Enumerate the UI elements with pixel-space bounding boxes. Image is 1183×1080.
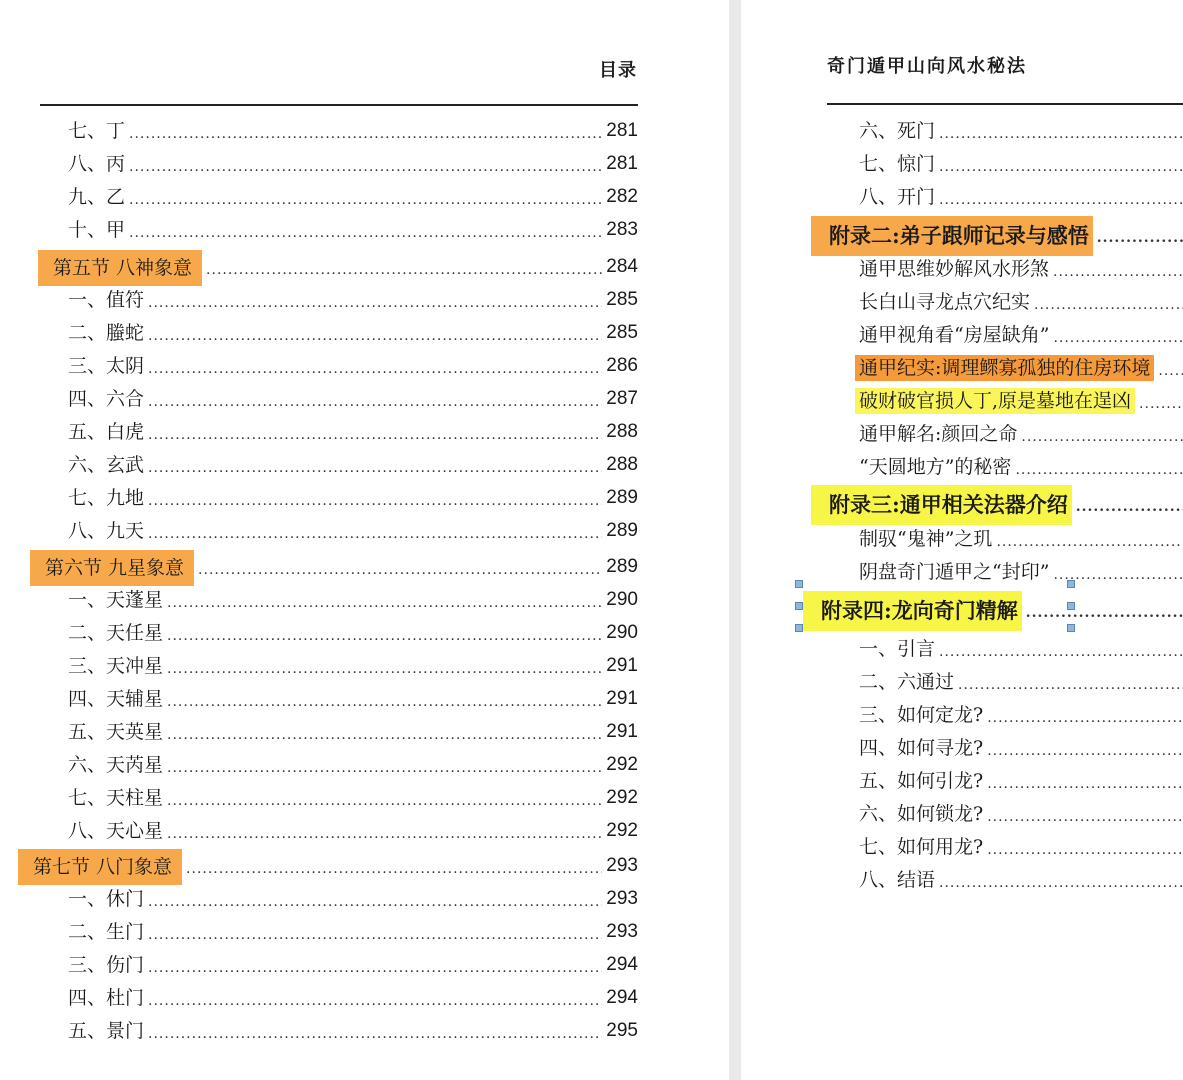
dot-leader [148, 359, 602, 379]
toc-entry-highlighted [855, 355, 1183, 381]
dot-leader [939, 124, 1183, 144]
toc-page-number: 292 [606, 820, 638, 841]
toc-entry-label: 通甲视角看“房屋缺角” [859, 324, 1050, 346]
toc-entry [859, 636, 1183, 662]
dot-leader [939, 873, 1183, 893]
toc-page-number: 281 [606, 153, 638, 174]
dot-leader [148, 458, 602, 478]
toc-entry [68, 151, 638, 177]
toc-entry-label: 二、螣蛇 [68, 322, 145, 344]
left-header-rule [40, 104, 638, 106]
toc-entry-label: 二、天任星 [68, 622, 164, 644]
toc-entry-label: 四、天辅星 [68, 688, 164, 710]
toc-entry-label: 七、天柱星 [68, 787, 164, 809]
dot-leader [167, 725, 602, 745]
toc-entry-label: 一、值符 [68, 289, 145, 311]
toc-entry-label: 三、伤门 [68, 954, 145, 976]
dot-leader [987, 774, 1183, 794]
toc-entry [68, 419, 638, 445]
toc-entry-label: 十、甲 [68, 219, 126, 241]
toc-page-number: 290 [606, 589, 638, 610]
dot-leader [148, 293, 602, 313]
toc-entry [859, 256, 1183, 282]
toc-entry [859, 669, 1183, 695]
toc-entry [68, 452, 638, 478]
toc-page-number: 292 [606, 787, 638, 808]
dot-leader [148, 925, 602, 945]
dot-leader [167, 791, 602, 811]
toc-entry [859, 702, 1183, 728]
toc-section-heading [30, 554, 638, 580]
toc-entry-label: 四、六合 [68, 388, 145, 410]
toc-entry-label: 六、天芮星 [68, 754, 164, 776]
toc-appendix-heading [803, 597, 1183, 623]
toc-entry-label: 五、天英星 [68, 721, 164, 743]
toc-entry-label: 五、白虎 [68, 421, 145, 443]
toc-entry [68, 719, 638, 745]
toc-entry [68, 985, 638, 1011]
toc-entry-label: 八、九天 [68, 520, 145, 542]
toc-entry [68, 118, 638, 144]
toc-appendix-label: 附录二:弟子跟师记录与感悟 [811, 216, 1093, 256]
toc-page-number: 291 [606, 688, 638, 709]
toc-entry-label: 七、惊门 [859, 153, 936, 175]
toc-entry-highlighted [855, 388, 1183, 414]
toc-entry [68, 518, 638, 544]
toc-entry-label: 四、杜门 [68, 987, 145, 1009]
toc-entry [859, 559, 1183, 585]
toc-entry [859, 867, 1183, 893]
dot-leader [206, 260, 602, 280]
toc-entry-label: 阴盘奇门遁甲之“封印” [859, 561, 1050, 583]
dot-leader [987, 741, 1183, 761]
toc-appendix-heading [811, 222, 1183, 248]
toc-entry-label: 七、丁 [68, 120, 126, 142]
toc-appendix-label: 附录四:龙向奇门精解 [803, 591, 1022, 631]
toc-page-number: 294 [606, 954, 638, 975]
toc-entry-label: 七、如何用龙? [859, 836, 984, 858]
dot-leader [1076, 497, 1183, 517]
dot-leader [148, 524, 602, 544]
toc-page-number: 287 [606, 388, 638, 409]
dot-leader [987, 840, 1183, 860]
toc-entry [68, 752, 638, 778]
right-page [741, 0, 1183, 1080]
toc-entry [68, 353, 638, 379]
dot-leader [167, 593, 602, 613]
toc-entry-label: 九、乙 [68, 186, 126, 208]
dot-leader [1053, 262, 1183, 282]
right-header-rule [827, 103, 1183, 105]
toc-entry [68, 653, 638, 679]
toc-entry-label: 一、休门 [68, 888, 145, 910]
toc-section-heading [38, 254, 638, 280]
toc-page-number: 288 [606, 421, 638, 442]
toc-entry-label: 八、丙 [68, 153, 126, 175]
toc-entry [859, 801, 1183, 827]
toc-entry [859, 454, 1183, 480]
dot-leader [186, 859, 602, 879]
toc-page-number: 288 [606, 454, 638, 475]
dot-leader [148, 958, 602, 978]
toc-entry [68, 952, 638, 978]
dot-leader [1034, 295, 1183, 315]
toc-appendix-heading [811, 491, 1183, 517]
dot-leader [939, 642, 1183, 662]
selection-handle[interactable] [1067, 580, 1075, 588]
dot-leader [148, 326, 602, 346]
selection-handle[interactable] [1067, 624, 1075, 632]
dot-leader [129, 223, 602, 243]
dot-leader [148, 491, 602, 511]
toc-entry [859, 768, 1183, 794]
toc-entry-label: 七、九地 [68, 487, 145, 509]
dot-leader [129, 190, 602, 210]
dot-leader [148, 892, 602, 912]
toc-entry-label: 六、死门 [859, 120, 936, 142]
toc-entry [68, 587, 638, 613]
toc-section-label: 第六节 九星象意 [30, 550, 194, 586]
dot-leader [167, 659, 602, 679]
toc-page-number: 285 [606, 289, 638, 310]
toc-page-number: 291 [606, 655, 638, 676]
toc-entry [68, 785, 638, 811]
toc-entry-label: 五、如何引龙? [859, 770, 984, 792]
toc-entry [68, 686, 638, 712]
dot-leader [1026, 603, 1183, 623]
toc-appendix-label: 附录三:通甲相关法器介绍 [811, 485, 1072, 525]
toc-entry [859, 526, 1183, 552]
toc-entry [68, 1018, 638, 1044]
toc-page-number: 293 [606, 855, 638, 876]
toc-entry-label: 五、景门 [68, 1020, 145, 1042]
toc-entry-label: “天圆地方”的秘密 [859, 456, 1012, 478]
dot-leader [148, 392, 602, 412]
toc-entry [859, 184, 1183, 210]
toc-entry-label: 三、太阴 [68, 355, 145, 377]
left-page-header: 目录 [599, 60, 637, 81]
toc-entry-label: 通甲思维妙解风水形煞 [859, 258, 1050, 280]
toc-entry-label: 长白山寻龙点穴纪实 [859, 291, 1031, 313]
dot-leader [167, 692, 602, 712]
toc-entry [859, 118, 1183, 144]
dot-leader [939, 190, 1183, 210]
toc-entry-label: 八、开门 [859, 186, 936, 208]
toc-page-number: 289 [606, 520, 638, 541]
toc-page-number: 291 [606, 721, 638, 742]
dot-leader [1021, 427, 1183, 447]
toc-entry-label: 三、天冲星 [68, 655, 164, 677]
toc-page-number: 289 [606, 487, 638, 508]
toc-page-number: 290 [606, 622, 638, 643]
dot-leader [148, 1024, 602, 1044]
toc-page-number: 284 [606, 256, 638, 277]
selection-handle[interactable] [795, 624, 803, 632]
toc-section-label: 第七节 八门象意 [18, 849, 182, 885]
dot-leader [996, 532, 1183, 552]
toc-entry [859, 735, 1183, 761]
toc-page-number: 289 [606, 556, 638, 577]
toc-entry [68, 485, 638, 511]
toc-entry [68, 818, 638, 844]
toc-entry-label: 四、如何寻龙? [859, 737, 984, 759]
toc-entry-label: 六、如何锁龙? [859, 803, 984, 825]
toc-page-number: 295 [606, 1020, 638, 1041]
dot-leader [939, 157, 1183, 177]
toc-entry-label: 通甲解名:颜回之命 [859, 423, 1018, 445]
toc-entry [68, 287, 638, 313]
selection-handle[interactable] [795, 580, 803, 588]
dot-leader [1158, 361, 1183, 381]
dot-leader [129, 124, 602, 144]
dot-leader [129, 157, 602, 177]
dot-leader [987, 807, 1183, 827]
toc-page-number: 286 [606, 355, 638, 376]
selection-handle[interactable] [1067, 602, 1075, 610]
toc-entry-label: 制驭“鬼神”之玑 [859, 528, 993, 550]
toc-entry [859, 421, 1183, 447]
toc-entry-label: 八、天心星 [68, 820, 164, 842]
dot-leader [1015, 460, 1183, 480]
toc-entry [859, 834, 1183, 860]
toc-section-heading [18, 853, 638, 879]
toc-entry-label: 二、六通过 [859, 671, 955, 693]
dot-leader [198, 560, 602, 580]
toc-entry-label: 破财破官损人丁,原是墓地在逞凶 [855, 388, 1135, 414]
dot-leader [1097, 228, 1183, 248]
toc-page-number: 285 [606, 322, 638, 343]
toc-page-number: 293 [606, 921, 638, 942]
toc-page-number: 293 [606, 888, 638, 909]
toc-entry-label: 八、结语 [859, 869, 936, 891]
dot-leader [958, 675, 1183, 695]
toc-entry [68, 217, 638, 243]
toc-entry [859, 322, 1183, 348]
toc-entry [68, 919, 638, 945]
dot-leader [1139, 394, 1183, 414]
toc-section-label: 第五节 八神象意 [38, 250, 202, 286]
dot-leader [148, 425, 602, 445]
toc-entry [859, 289, 1183, 315]
right-page-header: 奇门遁甲山向风水秘法 [827, 56, 1027, 77]
toc-entry-label: 二、生门 [68, 921, 145, 943]
toc-page-number: 283 [606, 219, 638, 240]
toc-page-number: 281 [606, 120, 638, 141]
dot-leader [148, 991, 602, 1011]
toc-entry [68, 184, 638, 210]
toc-entry [68, 620, 638, 646]
toc-entry [68, 886, 638, 912]
toc-entry [859, 151, 1183, 177]
dot-leader [167, 824, 602, 844]
toc-page-number: 294 [606, 987, 638, 1008]
toc-entry-label: 通甲纪实:调理鳏寡孤独的住房环境 [855, 355, 1154, 381]
toc-entry [68, 386, 638, 412]
dot-leader [987, 708, 1183, 728]
toc-entry-label: 一、引言 [859, 638, 936, 660]
toc-entry [68, 320, 638, 346]
dot-leader [167, 626, 602, 646]
dot-leader [167, 758, 602, 778]
toc-page-number: 282 [606, 186, 638, 207]
selection-handle[interactable] [795, 602, 803, 610]
toc-entry-label: 六、玄武 [68, 454, 145, 476]
dot-leader [1053, 328, 1183, 348]
toc-entry-label: 三、如何定龙? [859, 704, 984, 726]
toc-entry-label: 一、天蓬星 [68, 589, 164, 611]
toc-page-number: 292 [606, 754, 638, 775]
